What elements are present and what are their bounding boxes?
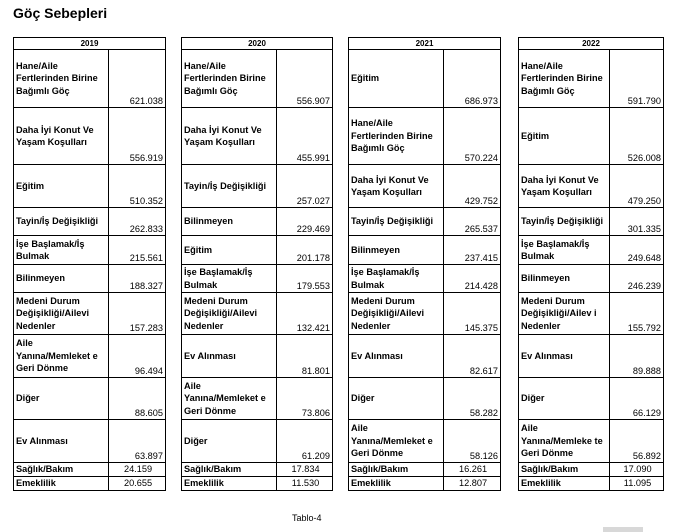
reason-value: 157.283 [109, 293, 166, 335]
reason-label: Daha İyi Konut Ve Yaşam Koşulları [182, 108, 277, 165]
reason-label: Hane/Aile Fertlerinden Birine Bağımlı Göç [519, 50, 610, 108]
table-row [182, 50, 333, 108]
year-header: 2021 [349, 38, 501, 50]
year-header: 2019 [14, 38, 166, 50]
reason-label: İşe Başlamak/İş Bulmak [14, 236, 109, 265]
reason-value: 145.375 [444, 293, 501, 335]
reason-value: 17.090 [610, 463, 664, 477]
table-row [14, 208, 166, 236]
reason-label: Sağlık/Bakım [519, 463, 610, 477]
reason-label: Ev Alınması [349, 335, 444, 378]
reason-value: 58.282 [444, 378, 501, 420]
reason-value: 63.897 [109, 420, 166, 463]
table-row [14, 265, 166, 293]
reason-label: Bilinmeyen [14, 265, 109, 293]
reason-value: 66.129 [610, 378, 664, 420]
reason-value: 479.250 [610, 165, 664, 208]
table-row [519, 265, 664, 293]
reason-label: Bilinmeyen [349, 236, 444, 265]
table-row [519, 50, 664, 108]
reason-label: Daha İyi Konut Ve Yaşam Koşulları [349, 165, 444, 208]
reason-value: 265.537 [444, 208, 501, 236]
reason-value: 56.892 [610, 420, 664, 463]
table-row [14, 50, 166, 108]
table-row [349, 378, 501, 420]
reason-label: Ev Alınması [519, 335, 610, 378]
reason-label: Eğitim [349, 50, 444, 108]
table-row [182, 378, 333, 420]
reason-label: Aile Yanına/Memleket e Geri Dönme [349, 420, 444, 463]
reason-value: 526.008 [610, 108, 664, 165]
table-row [14, 165, 166, 208]
table-row [182, 236, 333, 265]
reason-label: Eğitim [519, 108, 610, 165]
page-title: Göç Sebepleri [13, 5, 108, 21]
table-row [182, 108, 333, 165]
table-row [519, 463, 664, 477]
reason-value: 17.834 [277, 463, 333, 477]
table-row [349, 50, 501, 108]
table-row [182, 463, 333, 477]
reason-value: 591.790 [610, 50, 664, 108]
table-row [182, 420, 333, 463]
table-row [14, 108, 166, 165]
table-row [349, 463, 501, 477]
table-row [519, 208, 664, 236]
reason-label: Sağlık/Bakım [182, 463, 277, 477]
table-row [14, 477, 166, 491]
table-row [182, 165, 333, 208]
reason-label: Diğer [349, 378, 444, 420]
table-row [182, 335, 333, 378]
reason-value: 570.224 [444, 108, 501, 165]
table-row [14, 378, 166, 420]
table-row [519, 108, 664, 165]
reason-label: Diğer [182, 420, 277, 463]
reason-label: Emeklilik [349, 477, 444, 491]
reason-value: 510.352 [109, 165, 166, 208]
reason-value: 58.126 [444, 420, 501, 463]
reason-value: 61.209 [277, 420, 333, 463]
reason-value: 11.095 [610, 477, 664, 491]
table-row [519, 165, 664, 208]
year-header: 2022 [519, 38, 664, 50]
table-row [182, 293, 333, 335]
reason-label: Ev Alınması [182, 335, 277, 378]
reason-label: Tayin/İş Değişikliği [519, 208, 610, 236]
reason-value: 155.792 [610, 293, 664, 335]
reason-label: Aile Yanına/Memleke te Geri Dönme [519, 420, 610, 463]
reason-label: Medeni Durum Değişikliği/Ailevi Nedenler [14, 293, 109, 335]
reason-value: 249.648 [610, 236, 664, 265]
reason-value: 201.178 [277, 236, 333, 265]
reason-value: 89.888 [610, 335, 664, 378]
reason-label: Aile Yanına/Memleket e Geri Dönme [182, 378, 277, 420]
table-row [182, 265, 333, 293]
table-row [519, 420, 664, 463]
reason-value: 262.833 [109, 208, 166, 236]
reason-value: 82.617 [444, 335, 501, 378]
reason-value: 686.973 [444, 50, 501, 108]
reason-label: Diğer [519, 378, 610, 420]
table-row [349, 108, 501, 165]
reason-label: Emeklilik [14, 477, 109, 491]
reason-value: 215.561 [109, 236, 166, 265]
reason-label: Tayin/İş Değişikliği [14, 208, 109, 236]
reason-value: 188.327 [109, 265, 166, 293]
table-row [349, 420, 501, 463]
year-header: 2020 [182, 38, 333, 50]
table-row [349, 165, 501, 208]
reason-value: 88.605 [109, 378, 166, 420]
table-2019 [13, 37, 166, 491]
table-row [349, 236, 501, 265]
reason-label: Tayin/İş Değişikliği [349, 208, 444, 236]
reason-value: 237.415 [444, 236, 501, 265]
reason-value: 12.807 [444, 477, 501, 491]
reason-value: 132.421 [277, 293, 333, 335]
reason-value: 556.919 [109, 108, 166, 165]
reason-label: Sağlık/Bakım [349, 463, 444, 477]
table-row [519, 378, 664, 420]
reason-label: Medeni Durum Değişikliği/Ailev i Nedenler [519, 293, 610, 335]
reason-label: Eğitim [182, 236, 277, 265]
table-row [349, 208, 501, 236]
reason-label: İşe Başlamak/İş Bulmak [349, 265, 444, 293]
reason-label: Tayin/İş Değişikliği [182, 165, 277, 208]
reason-value: 455.991 [277, 108, 333, 165]
reason-value: 229.469 [277, 208, 333, 236]
table-caption: Tablo-4 [292, 513, 322, 523]
reason-label: Daha İyi Konut Ve Yaşam Koşulları [14, 108, 109, 165]
reason-value: 179.553 [277, 265, 333, 293]
table-row [182, 208, 333, 236]
reason-label: Emeklilik [519, 477, 610, 491]
reason-value: 24.159 [109, 463, 166, 477]
reason-label: Hane/Aile Fertlerinden Birine Bağımlı Göç [182, 50, 277, 108]
reason-label: Aile Yanına/Memleket e Geri Dönme [14, 335, 109, 378]
reason-value: 96.494 [109, 335, 166, 378]
reason-label: İşe Başlamak/İş Bulmak [182, 265, 277, 293]
table-row [519, 335, 664, 378]
table-row [14, 420, 166, 463]
table-2022 [518, 37, 664, 491]
reason-value: 20.655 [109, 477, 166, 491]
table-row [349, 335, 501, 378]
reason-value: 11.530 [277, 477, 333, 491]
reason-value: 257.027 [277, 165, 333, 208]
table-row [14, 335, 166, 378]
table-row [349, 265, 501, 293]
reason-value: 73.806 [277, 378, 333, 420]
reason-value: 81.801 [277, 335, 333, 378]
reason-label: Bilinmeyen [182, 208, 277, 236]
reason-value: 246.239 [610, 265, 664, 293]
reason-label: Medeni Durum Değişikliği/Ailevi Nedenler [349, 293, 444, 335]
reason-label: Hane/Aile Fertlerinden Birine Bağımlı Göç [14, 50, 109, 108]
table-row [14, 293, 166, 335]
table-row [182, 477, 333, 491]
scrollbar-fragment[interactable] [603, 527, 643, 532]
reason-label: İşe Başlamak/İş Bulmak [519, 236, 610, 265]
table-row [349, 477, 501, 491]
reason-value: 621.038 [109, 50, 166, 108]
table-2021 [348, 37, 501, 491]
table-row [519, 293, 664, 335]
reason-label: Sağlık/Bakım [14, 463, 109, 477]
reason-value: 429.752 [444, 165, 501, 208]
reason-value: 214.428 [444, 265, 501, 293]
reason-label: Hane/Aile Fertlerinden Birine Bağımlı Göç [349, 108, 444, 165]
reason-label: Daha İyi Konut Ve Yaşam Koşulları [519, 165, 610, 208]
reason-label: Diğer [14, 378, 109, 420]
table-row [14, 463, 166, 477]
reason-label: Medeni Durum Değişikliği/Ailevi Nedenler [182, 293, 277, 335]
reason-value: 556.907 [277, 50, 333, 108]
table-row [349, 293, 501, 335]
table-row [14, 236, 166, 265]
table-2020 [181, 37, 333, 491]
table-row [519, 477, 664, 491]
reason-label: Eğitim [14, 165, 109, 208]
table-row [519, 236, 664, 265]
reason-label: Bilinmeyen [519, 265, 610, 293]
reason-label: Ev Alınması [14, 420, 109, 463]
reason-value: 16.261 [444, 463, 501, 477]
reason-value: 301.335 [610, 208, 664, 236]
reason-label: Emeklilik [182, 477, 277, 491]
